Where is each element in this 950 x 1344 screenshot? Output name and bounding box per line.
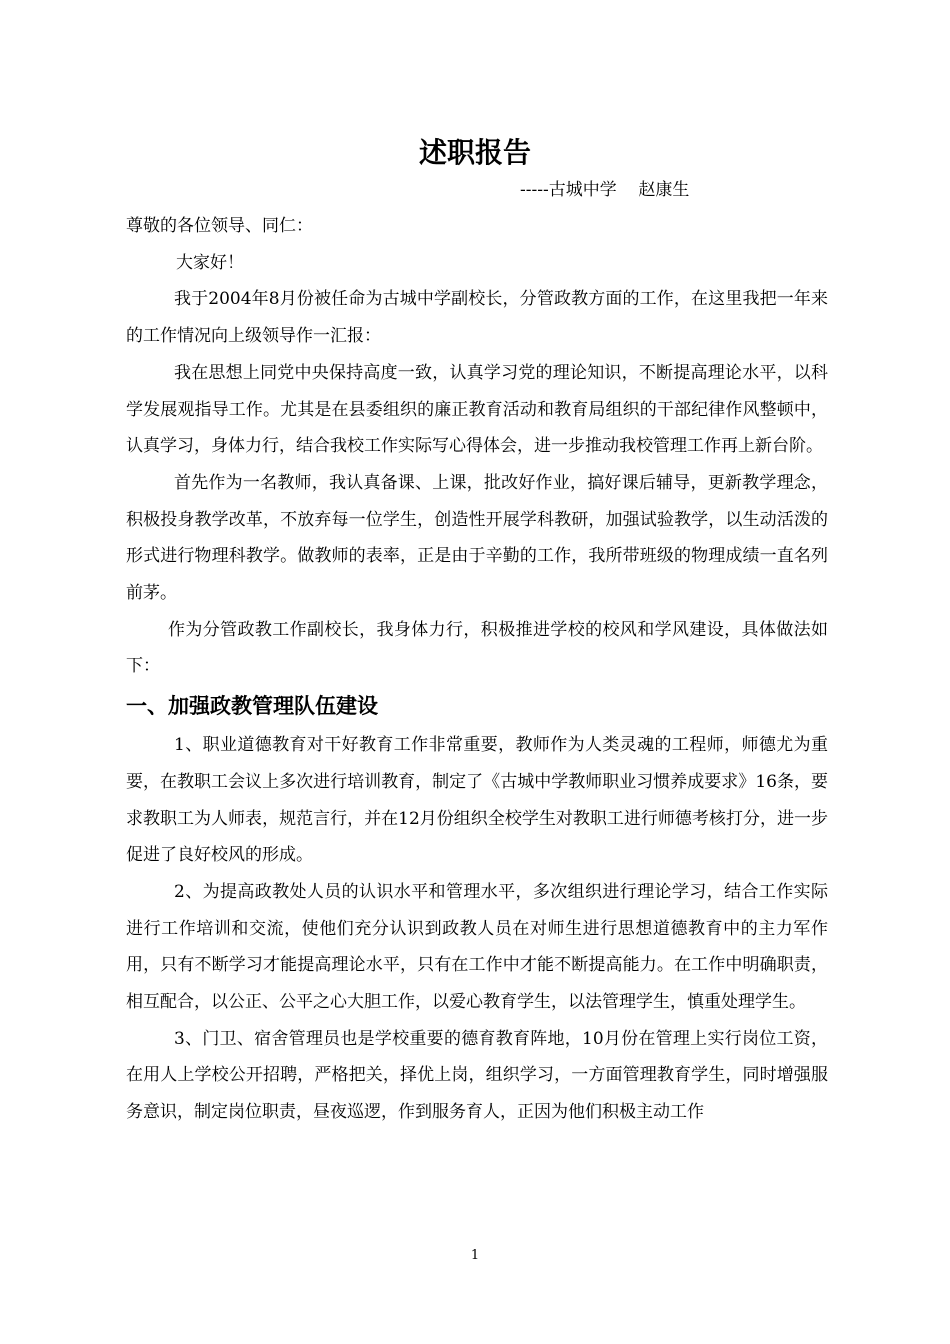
paragraph-ideology: 我在思想上同党中央保持高度一致，认真学习党的理论知识，不断提高理论水平，以科学发展观指导工作。尤其是在县委组织的廉正教育活动和教育局组织的干部纪律作风整顿中，认真学习，身体力行，结合我校工作实际写心得体会，进一步推动我校管理工作再上新台阶。	[126, 362, 828, 457]
section-item-2: 2、为提高政教处人员的认识水平和管理水平，多次组织进行理论学习，结合工作实际进行工作培训和交流，使他们充分认识到政教人员在对师生进行思想道德教育中的主力军作用，只有不断学习才能提高理论水平，只有在工作中才能不断提高能力。在工作中明确职责，相互配合，以公正、公平之心大胆工作，以爱心教育学生，以法管理学生，慎重处理学生。	[126, 881, 828, 1013]
salutation: 尊敬的各位领导、同仁：	[126, 216, 313, 236]
author-byline: -----古城中学 赵康生	[520, 180, 690, 200]
document-body	[126, 208, 828, 1131]
page-number: 1	[470, 1248, 480, 1263]
document-title: 述职报告	[418, 136, 531, 169]
paragraph-duties: 作为分管政教工作副校长，我身体力行，积极推进学校的校风和学风建设，具体做法如下：	[126, 619, 828, 677]
section-heading: 一、加强政教管理队伍建设	[126, 694, 378, 719]
section-item-1: 1、职业道德教育对干好教育工作非常重要，教师作为人类灵魂的工程师，师德尤为重要，在教职工会议上多次进行培训教育，制定了《古城中学教师职业习惯养成要求》16条，要求教职工为人师表，规范言行，并在12月份组织全校学生对教职工进行师德考核打分，进一步促进了良好校风的形成。	[126, 735, 828, 866]
greeting: 大家好！	[176, 252, 244, 273]
paragraph-teaching: 首先作为一名教师，我认真备课、上课，批改好作业，搞好课后辅导，更新教学理念，积极投身教学改革，不放弃每一位学生，创造性开展学科教研，加强试验教学，以生动活泼的形式进行物理科教学。做教师的表率，正是由于辛勤的工作，我所带班级的物理成绩一直名列前茅。	[126, 472, 828, 604]
section-item-3: 3、门卫、宿舍管理员也是学校重要的德育教育阵地，10月份在管理上实行岗位工资，在用人上学校公开招聘，严格把关，择优上岗，组织学习，一方面管理教育学生，同时增强服务意识，制定岗位职责，昼夜巡逻，作到服务育人，正因为他们积极主动工作	[126, 1028, 828, 1123]
paragraph-appointment: 我于2004年8月份被任命为古城中学副校长，分管政教方面的工作，在这里我把一年来的工作情况向上级领导作一汇报：	[126, 289, 828, 347]
